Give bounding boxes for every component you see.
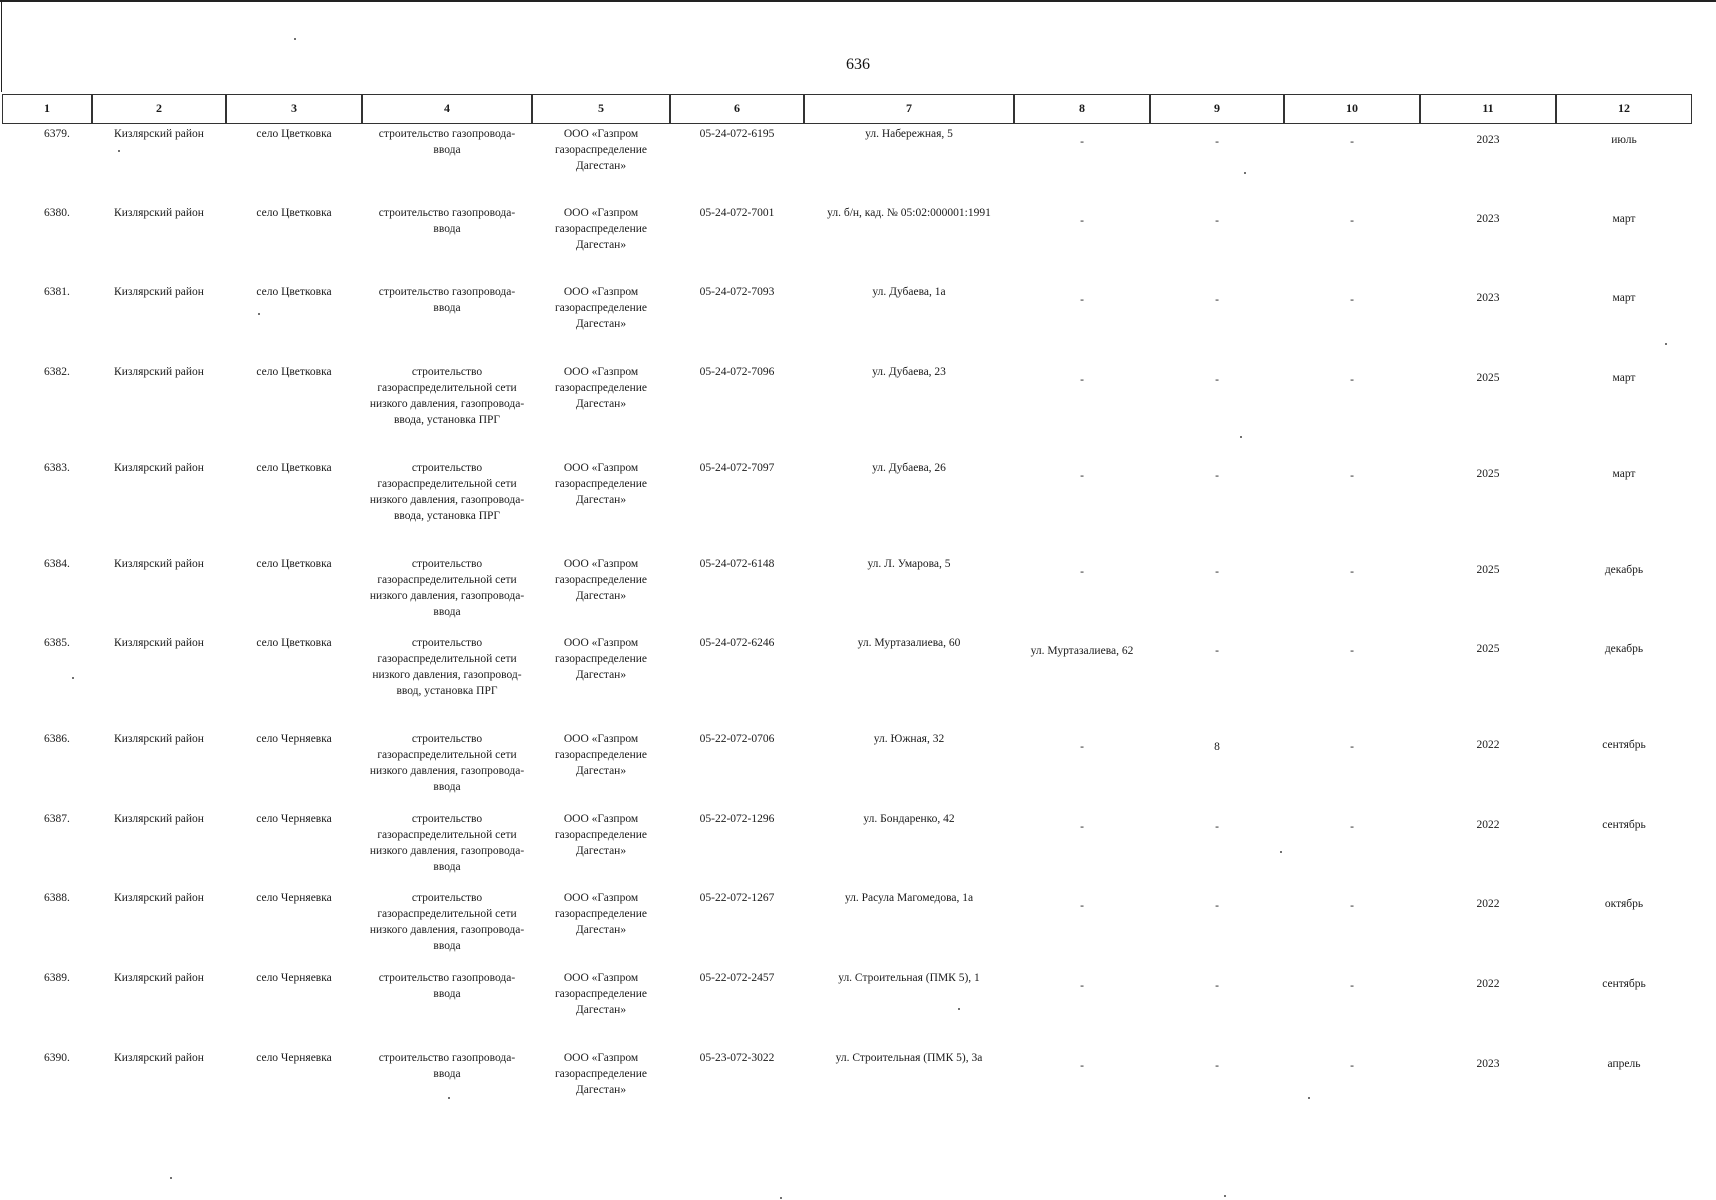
cell-organization: ООО «Газпром газораспределение Дагестан»	[554, 892, 648, 936]
column-header-9: 9	[1150, 94, 1284, 124]
cell-month: декабрь	[1604, 564, 1644, 576]
cell-district: Кизлярский район	[114, 462, 204, 474]
cell-year: 2025	[1476, 564, 1500, 576]
cell-year: 2023	[1476, 213, 1500, 225]
cell-request-code: 05-24-072-7093	[699, 286, 775, 298]
cell-column-9: -	[1215, 821, 1219, 833]
cell-year: 2025	[1476, 372, 1500, 384]
cell-year: 2022	[1476, 898, 1500, 910]
cell-column-8: ул. Муртазалиева, 62	[1030, 645, 1134, 657]
cell-organization: ООО «Газпром газораспределение Дагестан»	[554, 286, 648, 330]
scan-top-rule	[0, 0, 1716, 2]
cell-work-description: строительство газораспределительной сети низкого давления, газопровода-ввода	[369, 813, 525, 873]
cell-column-10: -	[1350, 821, 1354, 833]
cell-settlement: село Цветковка	[256, 128, 332, 140]
cell-column-9: -	[1215, 980, 1219, 992]
cell-settlement: село Цветковка	[256, 558, 332, 570]
cell-column-10: -	[1350, 470, 1354, 482]
column-header-6: 6	[670, 94, 804, 124]
scan-left-margin-line	[1, 0, 2, 92]
scan-speck	[780, 1197, 782, 1199]
scan-speck	[258, 313, 260, 315]
cell-column-9: 8	[1214, 741, 1220, 753]
cell-column-8: -	[1080, 1060, 1084, 1072]
cell-organization: ООО «Газпром газораспределение Дагестан»	[554, 637, 648, 681]
cell-month: декабрь	[1604, 643, 1644, 655]
scan-speck	[1244, 172, 1246, 174]
cell-year: 2023	[1476, 134, 1500, 146]
cell-request-code: 05-24-072-6195	[699, 128, 775, 140]
cell-address: ул. Л. Умарова, 5	[867, 558, 951, 570]
cell-column-8: -	[1080, 215, 1084, 227]
cell-month: октябрь	[1604, 898, 1644, 910]
cell-settlement: село Цветковка	[256, 207, 332, 219]
cell-address: ул. Муртазалиева, 60	[857, 637, 961, 649]
cell-column-10: -	[1350, 136, 1354, 148]
scan-speck	[1280, 851, 1282, 853]
cell-organization: ООО «Газпром газораспределение Дагестан»	[554, 366, 648, 410]
cell-work-description: строительство газораспределительной сети низкого давления, газопровода-ввода	[369, 892, 525, 952]
cell-address: ул. Южная, 32	[873, 733, 945, 745]
table-header-row	[2, 94, 1692, 124]
cell-year: 2025	[1476, 643, 1500, 655]
column-header-2: 2	[92, 94, 226, 124]
cell-month: март	[1612, 372, 1636, 384]
cell-work-description: строительство газораспределительной сети низкого давления, газопровода-ввода	[369, 733, 525, 793]
cell-row-number: 6387.	[44, 813, 70, 825]
cell-request-code: 05-24-072-7097	[699, 462, 775, 474]
column-header-3: 3	[226, 94, 362, 124]
column-header-11: 11	[1420, 94, 1556, 124]
cell-month: июль	[1611, 134, 1637, 146]
cell-district: Кизлярский район	[114, 637, 204, 649]
cell-column-10: -	[1350, 215, 1354, 227]
cell-row-number: 6385.	[44, 637, 70, 649]
scan-speck	[1240, 436, 1242, 438]
scan-speck	[448, 1097, 450, 1099]
cell-column-10: -	[1350, 1060, 1354, 1072]
cell-address: ул. Строительная (ПМК 5), 3а	[835, 1052, 983, 1064]
column-header-12: 12	[1556, 94, 1692, 124]
cell-organization: ООО «Газпром газораспределение Дагестан»	[554, 1052, 648, 1096]
cell-settlement: село Цветковка	[256, 462, 332, 474]
cell-column-8: -	[1080, 980, 1084, 992]
cell-district: Кизлярский район	[114, 1052, 204, 1064]
cell-row-number: 6379.	[44, 128, 70, 140]
cell-settlement: село Цветковка	[256, 286, 332, 298]
cell-column-10: -	[1350, 374, 1354, 386]
cell-organization: ООО «Газпром газораспределение Дагестан»	[554, 813, 648, 857]
cell-row-number: 6380.	[44, 207, 70, 219]
cell-column-8: -	[1080, 821, 1084, 833]
cell-column-9: -	[1215, 470, 1219, 482]
cell-column-10: -	[1350, 900, 1354, 912]
cell-address: ул. Бондаренко, 42	[863, 813, 955, 825]
cell-organization: ООО «Газпром газораспределение Дагестан»	[554, 207, 648, 251]
cell-month: сентябрь	[1602, 739, 1646, 751]
cell-organization: ООО «Газпром газораспределение Дагестан»	[554, 462, 648, 506]
cell-work-description: строительство газопровода-ввода	[378, 972, 516, 1000]
column-header-7: 7	[804, 94, 1014, 124]
cell-row-number: 6384.	[44, 558, 70, 570]
cell-settlement: село Черняевка	[256, 892, 332, 904]
cell-request-code: 05-24-072-6246	[699, 637, 775, 649]
cell-month: апрель	[1607, 1058, 1641, 1070]
cell-address: ул. Дубаева, 26	[872, 462, 946, 474]
cell-request-code: 05-24-072-7096	[699, 366, 775, 378]
page-number: 636	[846, 56, 870, 73]
cell-work-description: строительство газопровода-ввода	[378, 1052, 516, 1080]
cell-year: 2022	[1476, 739, 1500, 751]
cell-work-description: строительство газораспределительной сети низкого давления, газопровода-ввода, установка ПРГ	[369, 462, 525, 522]
cell-column-9: -	[1215, 1060, 1219, 1072]
cell-settlement: село Цветковка	[256, 366, 332, 378]
cell-request-code: 05-22-072-1267	[699, 892, 775, 904]
cell-column-8: -	[1080, 136, 1084, 148]
scan-speck	[1665, 343, 1667, 345]
cell-district: Кизлярский район	[114, 128, 204, 140]
cell-column-10: -	[1350, 980, 1354, 992]
cell-request-code: 05-24-072-7001	[699, 207, 775, 219]
cell-year: 2023	[1476, 1058, 1500, 1070]
cell-column-9: -	[1215, 566, 1219, 578]
cell-column-9: -	[1215, 136, 1219, 148]
cell-settlement: село Черняевка	[256, 813, 332, 825]
cell-district: Кизлярский район	[114, 558, 204, 570]
scan-speck	[1308, 1097, 1310, 1099]
cell-column-9: -	[1215, 374, 1219, 386]
cell-column-10: -	[1350, 645, 1354, 657]
cell-column-8: -	[1080, 566, 1084, 578]
cell-district: Кизлярский район	[114, 813, 204, 825]
cell-column-8: -	[1080, 470, 1084, 482]
cell-row-number: 6386.	[44, 733, 70, 745]
cell-row-number: 6388.	[44, 892, 70, 904]
cell-month: март	[1612, 468, 1636, 480]
cell-address: ул. Расула Магомедова, 1а	[844, 892, 974, 904]
cell-month: сентябрь	[1602, 819, 1646, 831]
cell-address: ул. Дубаева, 1а	[872, 286, 946, 298]
cell-settlement: село Черняевка	[256, 1052, 332, 1064]
cell-district: Кизлярский район	[114, 366, 204, 378]
cell-organization: ООО «Газпром газораспределение Дагестан»	[554, 972, 648, 1016]
cell-request-code: 05-22-072-2457	[699, 972, 775, 984]
cell-district: Кизлярский район	[114, 207, 204, 219]
column-header-1: 1	[2, 94, 92, 124]
cell-column-8: -	[1080, 900, 1084, 912]
cell-column-9: -	[1215, 215, 1219, 227]
column-header-8: 8	[1014, 94, 1150, 124]
cell-district: Кизлярский район	[114, 286, 204, 298]
cell-request-code: 05-24-072-6148	[699, 558, 775, 570]
cell-month: март	[1612, 213, 1636, 225]
cell-row-number: 6390.	[44, 1052, 70, 1064]
cell-request-code: 05-22-072-0706	[699, 733, 775, 745]
scan-speck	[294, 38, 296, 40]
cell-work-description: строительство газопровода-ввода	[378, 207, 516, 235]
cell-month: март	[1612, 292, 1636, 304]
cell-column-8: -	[1080, 374, 1084, 386]
cell-work-description: строительство газопровода-ввода	[378, 128, 516, 156]
cell-organization: ООО «Газпром газораспределение Дагестан»	[554, 558, 648, 602]
cell-district: Кизлярский район	[114, 892, 204, 904]
cell-column-8: -	[1080, 294, 1084, 306]
column-header-5: 5	[532, 94, 670, 124]
cell-district: Кизлярский район	[114, 733, 204, 745]
cell-column-10: -	[1350, 741, 1354, 753]
column-header-4: 4	[362, 94, 532, 124]
cell-year: 2022	[1476, 819, 1500, 831]
cell-settlement: село Цветковка	[256, 637, 332, 649]
cell-row-number: 6382.	[44, 366, 70, 378]
column-header-10: 10	[1284, 94, 1420, 124]
scan-speck	[118, 150, 120, 152]
cell-year: 2022	[1476, 978, 1500, 990]
cell-column-9: -	[1215, 294, 1219, 306]
cell-settlement: село Черняевка	[256, 972, 332, 984]
cell-year: 2023	[1476, 292, 1500, 304]
cell-month: сентябрь	[1602, 978, 1646, 990]
scan-speck	[170, 1177, 172, 1179]
cell-column-10: -	[1350, 294, 1354, 306]
scan-speck	[72, 677, 74, 679]
cell-request-code: 05-23-072-3022	[699, 1052, 775, 1064]
cell-column-9: -	[1215, 645, 1219, 657]
scan-speck	[1224, 1195, 1226, 1197]
cell-organization: ООО «Газпром газораспределение Дагестан»	[554, 733, 648, 777]
cell-year: 2025	[1476, 468, 1500, 480]
cell-column-10: -	[1350, 566, 1354, 578]
cell-work-description: строительство газораспределительной сети низкого давления, газопровод-ввод, установка ПРГ	[372, 637, 522, 697]
scan-speck	[958, 1008, 960, 1010]
cell-column-8: -	[1080, 741, 1084, 753]
cell-address: ул. б/н, кад. № 05:02:000001:1991	[827, 207, 991, 219]
cell-district: Кизлярский район	[114, 972, 204, 984]
cell-row-number: 6389.	[44, 972, 70, 984]
cell-request-code: 05-22-072-1296	[699, 813, 775, 825]
cell-row-number: 6381.	[44, 286, 70, 298]
cell-work-description: строительство газораспределительной сети низкого давления, газопровода-ввода, установка ПРГ	[369, 366, 525, 426]
cell-settlement: село Черняевка	[256, 733, 332, 745]
cell-address: ул. Строительная (ПМК 5), 1	[838, 972, 980, 984]
cell-work-description: строительство газораспределительной сети низкого давления, газопровода-ввода	[369, 558, 525, 618]
cell-column-9: -	[1215, 900, 1219, 912]
cell-organization: ООО «Газпром газораспределение Дагестан»	[554, 128, 648, 172]
cell-row-number: 6383.	[44, 462, 70, 474]
cell-address: ул. Набережная, 5	[865, 128, 953, 140]
cell-work-description: строительство газопровода-ввода	[378, 286, 516, 314]
cell-address: ул. Дубаева, 23	[872, 366, 946, 378]
